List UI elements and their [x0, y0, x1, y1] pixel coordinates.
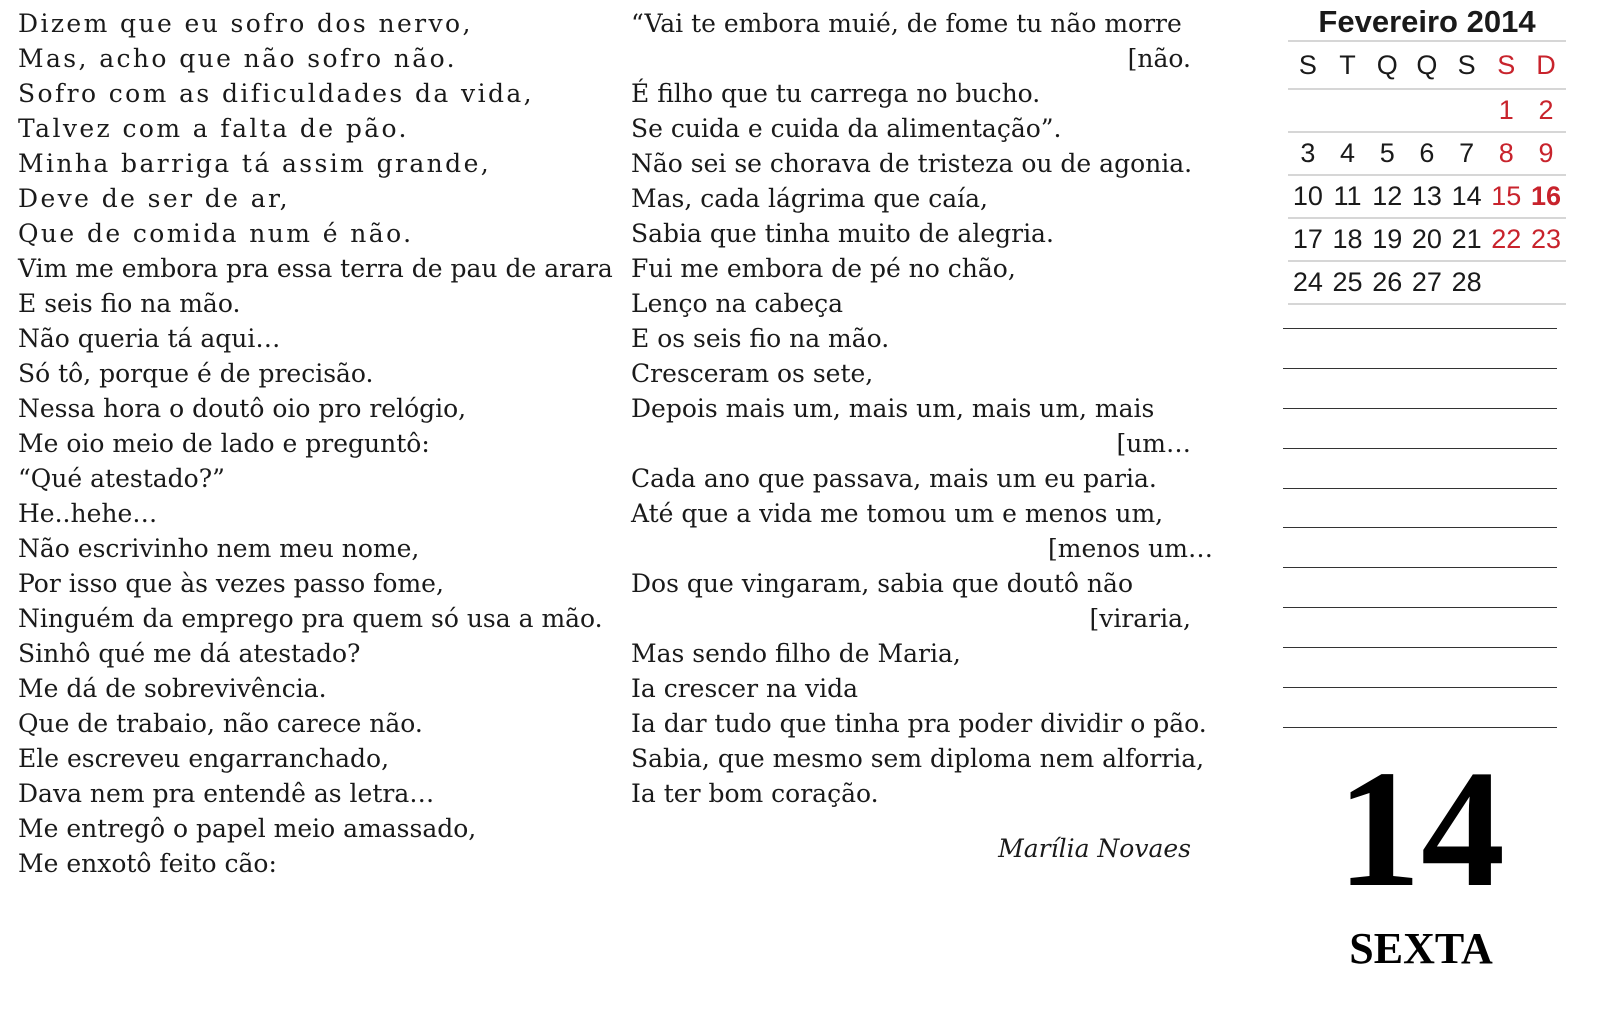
calendar-day: 15: [1491, 181, 1522, 211]
poem-line: Ia crescer na vida: [631, 674, 858, 703]
poem-line: Minha barriga tá assim grande,: [18, 149, 492, 178]
poem-line: Lenço na cabeça: [631, 289, 844, 318]
poem-line: Dizem que eu sofro dos nervo,: [18, 9, 473, 38]
poem-line-continuation: [menos um…: [1048, 534, 1213, 563]
poem-line-continuation: [não.: [1127, 44, 1191, 73]
poem-line: Não sei se chorava de tristeza ou de agonia.: [631, 149, 1193, 178]
calendar-day: 5: [1379, 138, 1395, 168]
calendar-day: 16: [1530, 181, 1561, 211]
note-line: [1283, 647, 1557, 687]
calendar-day: 9: [1538, 138, 1554, 168]
poem-line: Mas, acho que não sofro não.: [18, 44, 457, 73]
calendar-day: 12: [1372, 181, 1403, 211]
poem-line: He..hehe…: [18, 499, 158, 528]
poem-line: Que de comida num é não.: [18, 219, 414, 248]
calendar-day: 11: [1333, 181, 1362, 211]
calendar-day: 8: [1498, 138, 1514, 168]
calendar-weekday-label: Q: [1416, 49, 1438, 80]
poem-line: Mas sendo filho de Maria,: [631, 639, 961, 668]
poem-line: Mas, cada lágrima que caía,: [631, 184, 988, 213]
poem-line: “Vai te embora muié, de fome tu não morre: [631, 9, 1182, 38]
note-line: [1283, 448, 1557, 488]
poem-line: Cresceram os sete,: [631, 359, 874, 388]
calendar-day: 23: [1530, 224, 1561, 254]
calendar-day: 22: [1491, 224, 1522, 254]
poem-line: Que de trabaio, não carece não.: [18, 709, 423, 738]
note-line: [1283, 368, 1557, 408]
calendar-week-row: [1288, 90, 1566, 133]
calendar-title: Fevereiro 2014: [1288, 0, 1566, 42]
poem-line: Me enxotô feito cão:: [18, 849, 277, 878]
calendar-day: 3: [1300, 138, 1316, 168]
calendar-weekday-label: S: [1457, 49, 1476, 80]
calendar-day: 18: [1332, 224, 1363, 254]
poem-line: Ninguém da emprego pra quem só usa a mão.: [18, 604, 603, 633]
calendar-day: 1: [1498, 95, 1514, 125]
poem-line: Sabia, que mesmo sem diploma nem alforria,: [631, 744, 1205, 773]
poem-line: Sinhô qué me dá atestado?: [18, 639, 361, 668]
calendar-day: 17: [1292, 224, 1323, 254]
poem-author: Marília Novaes: [998, 834, 1191, 863]
note-line: [1283, 328, 1557, 368]
calendar-day: 6: [1419, 138, 1435, 168]
note-line: [1283, 408, 1557, 448]
calendar-day: 28: [1451, 267, 1482, 297]
poem-line: Sofro com as dificuldades da vida,: [18, 79, 535, 108]
day-number: 14: [1337, 736, 1505, 922]
poem-line: “Qué atestado?”: [18, 464, 225, 493]
calendar-weekday-label: T: [1339, 49, 1356, 80]
poem-line: Sabia que tinha muito de alegria.: [631, 219, 1054, 248]
poem-line: Me entregô o papel meio amassado,: [18, 814, 477, 843]
calendar-weekday-label: D: [1536, 49, 1556, 80]
calendar-week-row: [1288, 219, 1566, 262]
poem-line-continuation: [viraria,: [1089, 604, 1191, 633]
poem-line: Até que a vida me tomou um e menos um,: [631, 499, 1164, 528]
poem-right-column: [631, 6, 1231, 866]
poem-line: Não escrivinho nem meu nome,: [18, 534, 420, 563]
calendar-weekday-label: S: [1298, 49, 1317, 80]
poem-line: Dos que vingaram, sabia que doutô não: [631, 569, 1133, 598]
calendar-day: 2: [1538, 95, 1554, 125]
poem-line: Não queria tá aqui…: [18, 324, 281, 353]
day-weekday: SEXTA: [1349, 924, 1493, 973]
calendar-week-row: [1288, 262, 1566, 305]
calendar-day: 13: [1411, 181, 1442, 211]
poem-line: Só tô, porque é de precisão.: [18, 359, 374, 388]
note-line: [1283, 527, 1557, 567]
calendar-weeks: [1288, 90, 1566, 305]
notes-lines: [1283, 328, 1557, 767]
note-line: [1283, 687, 1557, 727]
calendar-weekday-label: S: [1497, 49, 1516, 80]
calendar-day: 14: [1451, 181, 1482, 211]
calendar-day: 4: [1340, 138, 1356, 168]
calendar-day: 24: [1292, 267, 1323, 297]
poem-right-lines: [631, 6, 1231, 811]
poem-line: Vim me embora pra essa terra de pau de arara: [18, 254, 613, 283]
poem-line: E seis fio na mão.: [18, 289, 241, 318]
poem-line: Fui me embora de pé no chão,: [631, 254, 1016, 283]
poem-line: Ele escreveu engarranchado,: [18, 744, 390, 773]
calendar-day: 10: [1292, 181, 1323, 211]
poem-line: Nessa hora o doutô oio pro relógio,: [18, 394, 467, 423]
calendar-day: 19: [1372, 224, 1403, 254]
poem-line: Ia dar tudo que tinha pra poder dividir o pão.: [631, 709, 1207, 738]
calendar-day: 7: [1459, 138, 1475, 168]
note-line: [1283, 607, 1557, 647]
poem-line: E os seis fio na mão.: [631, 324, 890, 353]
poem-line: Talvez com a falta de pão.: [18, 114, 409, 143]
calendar-week-row: [1288, 176, 1566, 219]
calendar-day: 27: [1411, 267, 1442, 297]
poem-line: Deve de ser de ar,: [18, 184, 290, 213]
calendar-day: 26: [1372, 267, 1403, 297]
calendar-day: 21: [1451, 224, 1482, 254]
poem-line: Me oio meio de lado e preguntô:: [18, 429, 430, 458]
poem-line: Por isso que às vezes passo fome,: [18, 569, 444, 598]
calendar-weekday-label: Q: [1376, 49, 1398, 80]
calendar-week-row: [1288, 133, 1566, 176]
poem-line-continuation: [um…: [1116, 429, 1191, 458]
note-line: [1283, 488, 1557, 528]
poem-line: Se cuida e cuida da alimentação”.: [631, 114, 1062, 143]
calendar-day: 25: [1332, 267, 1363, 297]
poem-line: Me dá de sobrevivência.: [18, 674, 327, 703]
calendar-weekday-header: [1288, 42, 1566, 90]
poem-line: Ia ter bom coração.: [631, 779, 879, 808]
note-line: [1283, 567, 1557, 607]
poem-line: É filho que tu carrega no bucho.: [631, 79, 1041, 108]
poem-line: Dava nem pra entendê as letra…: [18, 779, 435, 808]
poem-left-column: [18, 6, 618, 881]
mini-calendar: [1288, 0, 1566, 305]
calendar-day: 20: [1411, 224, 1442, 254]
poem-line: Depois mais um, mais um, mais um, mais: [631, 394, 1155, 423]
poem-line: Cada ano que passava, mais um eu paria.: [631, 464, 1157, 493]
